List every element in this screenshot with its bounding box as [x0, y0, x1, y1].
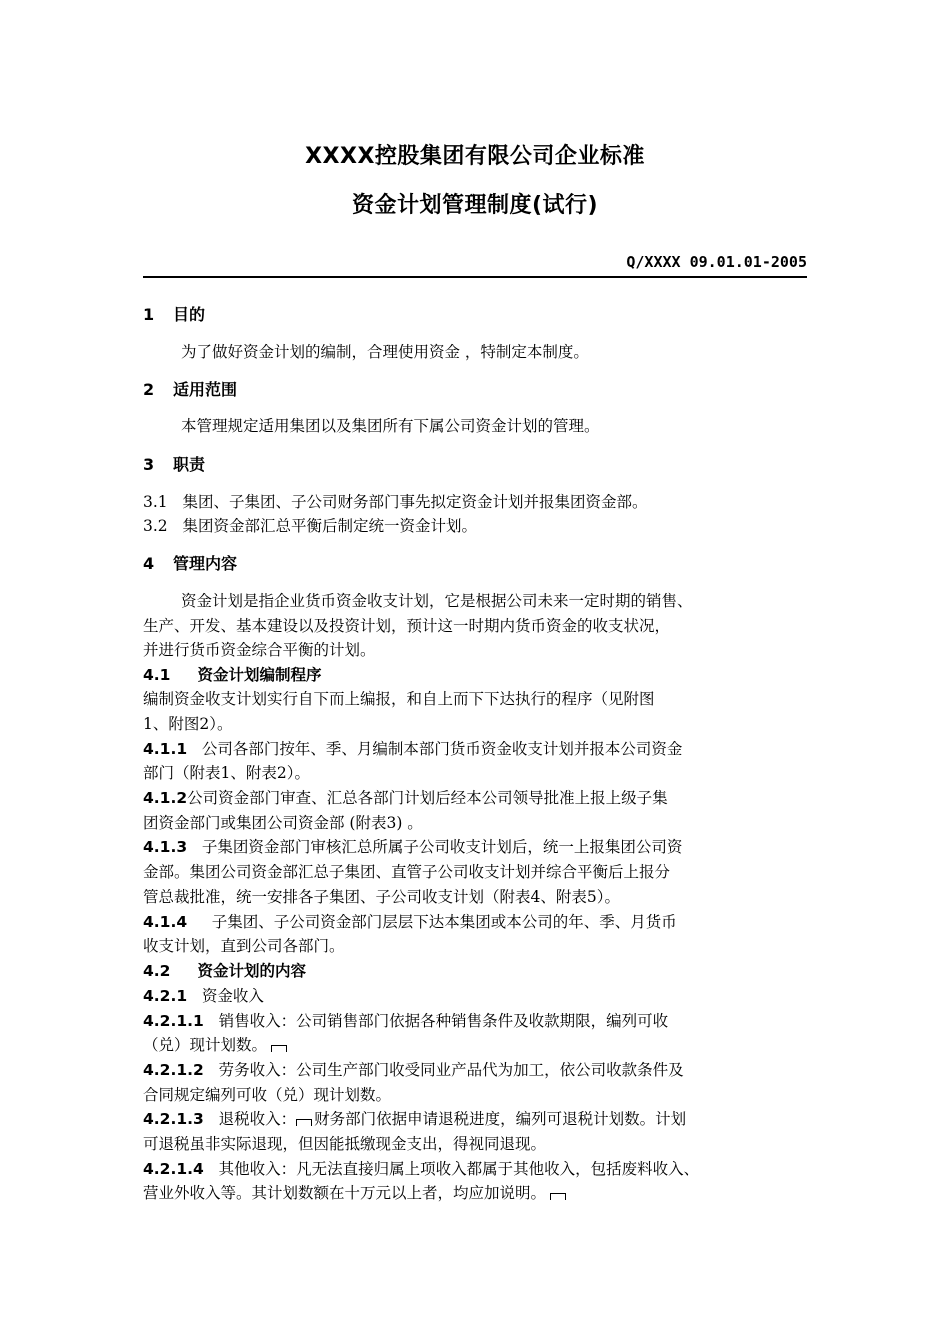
- item-4-1-2: 4.1.2公司资金部门审查、汇总各部门计划后经本公司领导批准上报上级子集: [143, 789, 668, 807]
- item-4-2-1-3-cont: 可退税虽非实际退现，但因能抵缴现金支出，得视同退现。: [143, 1135, 547, 1153]
- item-4-1-4-cont: 收支计划，直到公司各部门。: [143, 937, 345, 955]
- section-4-intro-line: 并进行货币资金综合平衡的计划。: [143, 641, 376, 659]
- item-3-1: 3.1 集团、子集团、子公司财务部门事先拟定资金计划并报集团资金部。: [143, 493, 648, 511]
- section-4-intro-line: 生产、开发、基本建设以及投资计划，预计这一时期内货币资金的收支状况，: [143, 617, 671, 635]
- section-4-intro-line: 资金计划是指企业货币资金收支计划，它是根据公司未来一定时期的销售、: [181, 592, 693, 610]
- item-4-2-1: 4.2.1 资金收入: [143, 987, 264, 1005]
- section-4-1-text: 编制资金收支计划实行自下而上编报，和自上而下下达执行的程序（见附图: [143, 690, 655, 708]
- item-4-1-3-cont: 管总裁批准，统一安排各子集团、子公司收支计划（附表4、附表5）。: [143, 888, 620, 906]
- section-1-heading: 1 目的: [143, 305, 206, 324]
- header-rule: [143, 276, 807, 278]
- edit-mark-icon: [271, 1045, 287, 1052]
- item-4-2-1-3: 4.2.1.3 退税收入： 财务部门依据申请退税进度，编列可退税计划数。计划: [143, 1110, 687, 1128]
- standard-code: Q/XXXX 09.01.01-2005: [626, 253, 807, 271]
- item-4-1-4: 4.1.4 子集团、子公司资金部门层层下达本集团或本公司的年、季、月货币: [143, 913, 677, 931]
- edit-mark-icon: [550, 1193, 566, 1200]
- section-3-heading: 3 职责: [143, 455, 206, 474]
- item-4-1-3: 4.1.3 子集团资金部门审核汇总所属子公司收支计划后，统一上报集团公司资: [143, 838, 683, 856]
- item-4-1-2-cont: 团资金部门或集团公司资金部 (附表3) 。: [143, 814, 423, 832]
- item-4-2-1-1: 4.2.1.1 销售收入：公司销售部门依据各种销售条件及收款期限，编列可收: [143, 1012, 669, 1030]
- item-4-2-1-4-cont: 营业外收入等。其计划数额在十万元以上者，均应加说明。: [143, 1181, 566, 1203]
- item-4-1-1: 4.1.1 公司各部门按年、季、月编制本部门货币资金收支计划并报本公司资金: [143, 740, 683, 758]
- item-4-1-3-cont: 金部。集团公司资金部汇总子集团、直管子公司收支计划并综合平衡后上报分: [143, 863, 671, 881]
- section-4-2-heading: 4.2 资金计划的内容: [143, 962, 306, 980]
- document-subtitle: 资金计划管理制度(试行): [351, 193, 599, 218]
- item-3-2: 3.2 集团资金部汇总平衡后制定统一资金计划。: [143, 517, 477, 535]
- section-4-1-text: 1、附图2）。: [143, 715, 233, 733]
- section-2-text: 本管理规定适用集团以及集团所有下属公司资金计划的管理。: [181, 417, 600, 435]
- section-4-heading: 4 管理内容: [143, 554, 238, 573]
- item-4-2-1-2-cont: 合同规定编列可收（兑）现计划数。: [143, 1086, 392, 1104]
- section-1-text: 为了做好资金计划的编制，合理使用资金 ，特制定本制度。: [181, 343, 589, 361]
- document-title: XXXX控股集团有限公司企业标准: [305, 144, 645, 169]
- item-4-2-1-2: 4.2.1.2 劳务收入：公司生产部门收受同业产品代为加工，依公司收款条件及: [143, 1061, 684, 1079]
- section-4-1-heading: 4.1 资金计划编制程序: [143, 666, 322, 684]
- edit-mark-icon: [296, 1119, 312, 1126]
- item-4-2-1-1-cont: （兑）现计划数。: [143, 1033, 287, 1055]
- item-4-2-1-4: 4.2.1.4 其他收入：凡无法直接归属上项收入都属于其他收入，包括废料收入、: [143, 1160, 700, 1178]
- section-2-heading: 2 适用范围: [143, 380, 238, 399]
- item-4-1-1-cont: 部门（附表1、附表2）。: [143, 764, 310, 782]
